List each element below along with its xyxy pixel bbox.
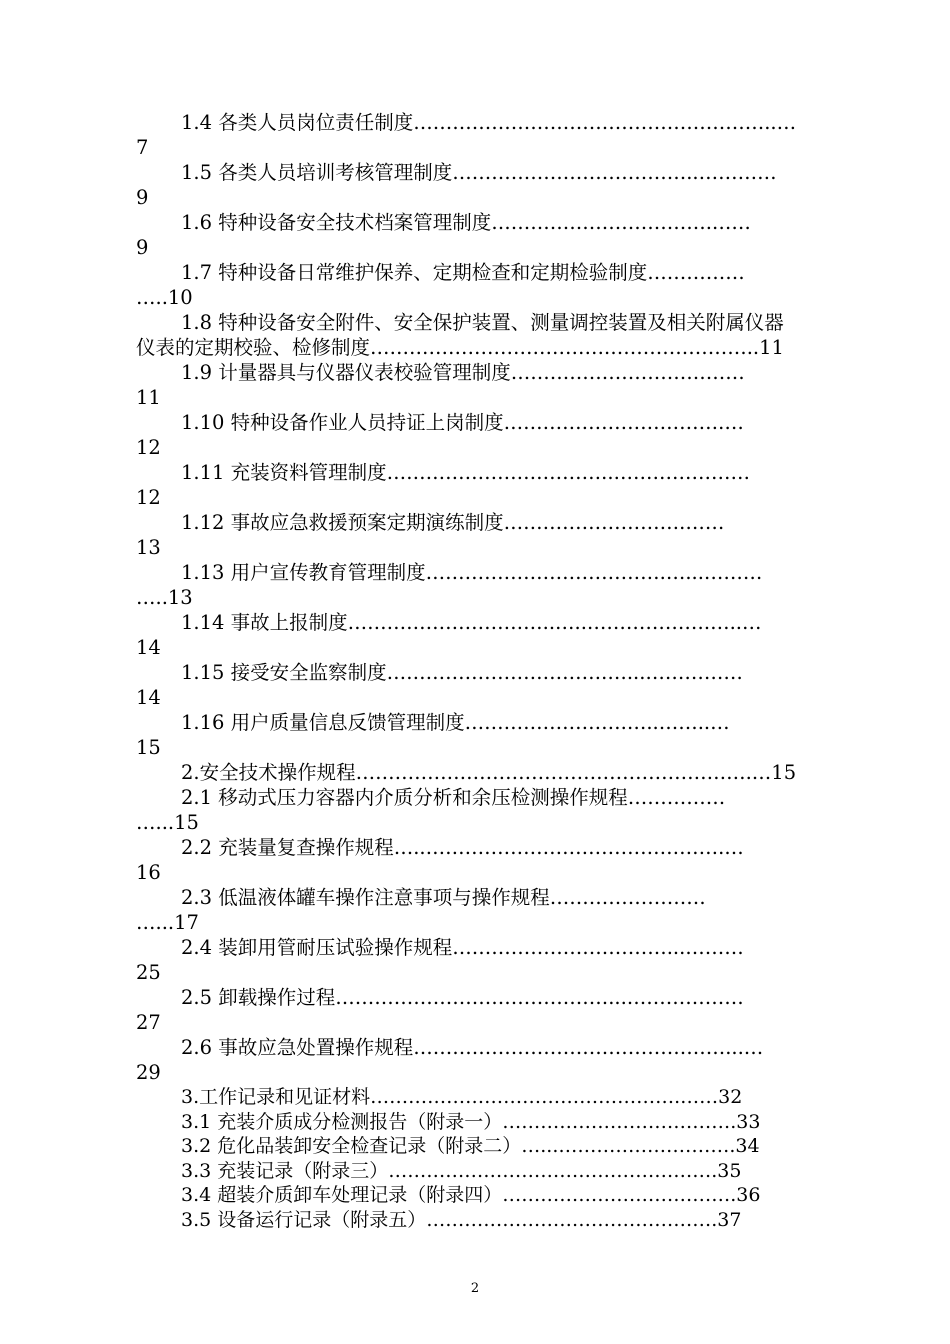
toc-entry-1-15[interactable]: 1.15 接受安全监察制度…………………………….…...…………… <box>181 661 743 684</box>
toc-entry-3-1[interactable]: 3.1 充装介质成分检测报告（附录一）……………………………….33 <box>181 1110 761 1133</box>
toc-entry-2-4-page: 25 <box>136 961 161 984</box>
toc-entry-1-7[interactable]: 1.7 特种设备日常维护保养、定期检查和定期检验制度…………… <box>181 261 745 284</box>
toc-entry-1-16[interactable]: 1.16 用户质量信息反馈管理制度…………………….…..……..… <box>181 711 730 734</box>
toc-entry-2-5[interactable]: 2.5 卸载操作过程……………………………………...……………… <box>181 986 744 1009</box>
toc-entry-3-4[interactable]: 3.4 超装介质卸车处理记录（附录四）……………………………….36 <box>181 1184 761 1206</box>
toc-entry-1-15-page: 14 <box>136 686 161 709</box>
toc-entry-2-5-page: 27 <box>136 1011 161 1034</box>
toc-entry-1-10-page: 12 <box>136 436 161 459</box>
toc-entry-1-13[interactable]: 1.13 用户宣传教育管理制度……………………………….…...……… <box>181 561 763 584</box>
toc-entry-2-2[interactable]: 2.2 充装量复查操作规程…..……………………………………….… <box>181 836 744 859</box>
toc-entry-1-12-page: 13 <box>136 536 161 559</box>
toc-entry-1-12[interactable]: 1.12 事故应急救援预案定期演练制度……………………….…… <box>181 511 725 534</box>
toc-entry-3-3[interactable]: 3.3 充装记录（附录三）…………………………………………….35 <box>181 1159 742 1182</box>
toc-entry-1-6[interactable]: 1.6 特种设备安全技术档案管理制度…………………………….…… <box>181 211 751 234</box>
toc-entry-2-2-page: 16 <box>136 861 161 884</box>
toc-entry-1-6-page: 9 <box>136 236 149 259</box>
toc-entry-2-1[interactable]: 2.1 移动式压力容器内介质分析和余压检测操作规程…………… <box>181 786 726 809</box>
table-of-contents <box>136 110 860 1232</box>
toc-entry-1-8-cont: 仪表的定期校验、检修制度……………………………….…………………..11 <box>136 336 784 359</box>
toc-entry-1-11[interactable]: 1.11 充装资料管理制度……………………………..………………… <box>181 461 751 484</box>
toc-entry-1-7-page: …..10 <box>136 286 193 309</box>
toc-entry-2-4[interactable]: 2.4 装卸用管耐压试验操作规程……………………………...……… <box>181 936 744 959</box>
toc-entry-2-6[interactable]: 2.6 事故应急处置操作规程…………………………………………...… <box>181 1036 764 1059</box>
toc-entry-3[interactable]: 3.工作记录和见证材料………………………………………….……32 <box>181 1086 743 1108</box>
page-number: 2 <box>470 1281 480 1296</box>
toc-entry-1-14-page: 14 <box>136 636 161 659</box>
toc-entry-1-4-page: 7 <box>136 136 149 159</box>
toc-entry-3-5[interactable]: 3.5 设备运行记录（附录五）……………………………………….37 <box>181 1208 742 1231</box>
toc-entry-1-14[interactable]: 1.14 事故上报制度…………………………..…..……………….…..… <box>181 611 762 634</box>
toc-entry-1-9[interactable]: 1.9 计量器具与仪器仪表校验管理制度……………………………… <box>181 361 745 384</box>
toc-entry-1-8[interactable]: 1.8 特种设备安全附件、安全保护装置、测量调控装置及相关附属仪器 <box>181 311 784 334</box>
toc-entry-1-9-page: 11 <box>136 386 161 409</box>
toc-entry-1-10[interactable]: 1.10 特种设备作业人员持证上岗制度…………………………….… <box>181 411 744 434</box>
toc-entry-1-4[interactable]: 1.4 各类人员岗位责任制度………………………………………………..… <box>181 111 797 134</box>
toc-entry-1-13-page: …..13 <box>136 586 193 609</box>
toc-entry-1-11-page: 12 <box>136 486 161 509</box>
toc-entry-2-1-page: …...15 <box>136 811 199 834</box>
toc-entry-3-2[interactable]: 3.2 危化品装卸安全检查记录（附录二）…...……………………….34 <box>181 1135 760 1157</box>
toc-entry-1-5-page: 9 <box>136 186 149 209</box>
toc-entry-2[interactable]: 2.安全技术操作规程…………………………………………………….…15 <box>181 761 797 784</box>
toc-entry-1-16-page: 15 <box>136 736 161 759</box>
toc-entry-2-3[interactable]: 2.3 低温液体罐车操作注意事项与操作规程…………………… <box>181 886 706 909</box>
toc-entry-1-5[interactable]: 1.5 各类人员培训考核管理制度………………………………..………… <box>181 161 777 184</box>
toc-entry-2-6-page: 29 <box>136 1061 161 1084</box>
toc-entry-2-3-page: …...17 <box>136 911 199 934</box>
